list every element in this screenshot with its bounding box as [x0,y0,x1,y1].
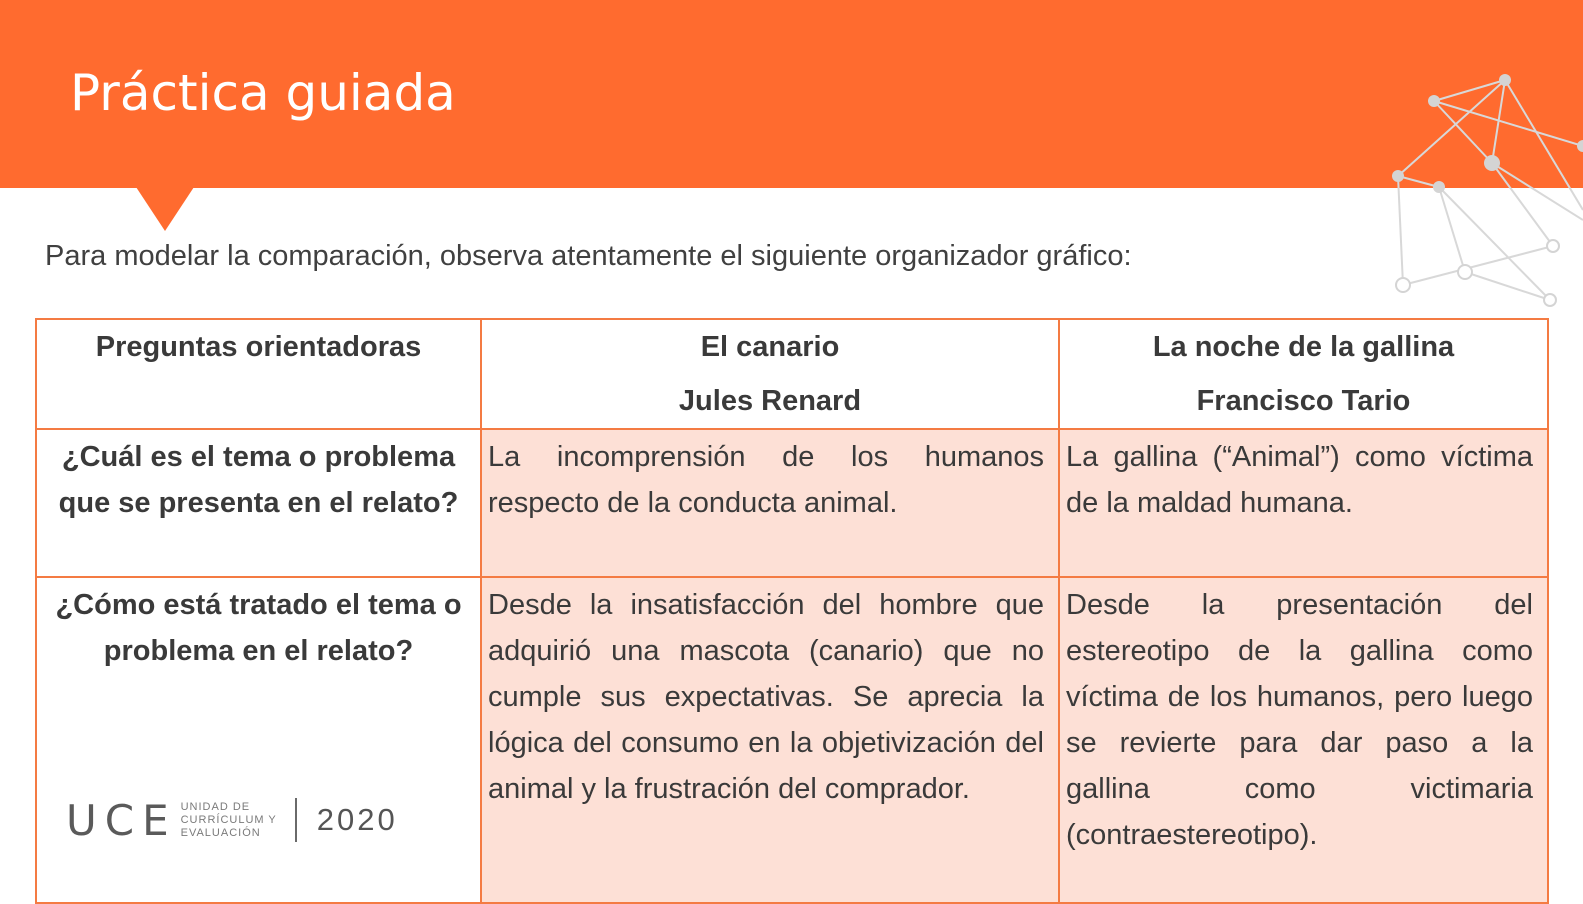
header-cell-questions [36,319,481,429]
slide-header [0,0,1583,188]
question-cell: ¿Cómo está tratado el tema o problema en el relato? [36,577,481,903]
uce-logo [66,796,398,844]
slide-title: Práctica guiada [70,64,456,122]
table-header-row [36,319,1548,429]
question-cell: ¿Cuál es el tema o problema que se presenta en el relato? [36,429,481,577]
header-gallina-author: Francisco Tario [1196,385,1411,417]
logo-year: 2020 [316,802,398,837]
logo-subtitle-line: CURRÍCULUM Y [180,813,277,826]
header-canario-author: Jules Renard [678,385,862,417]
header-cell-gallina [1059,319,1548,429]
header-questions-label: Preguntas orientadoras [95,331,422,363]
header-gallina-title: La noche de la gallina [1152,331,1455,363]
logo-subtitle-line: UNIDAD DE [180,800,251,813]
network-graph-icon [1380,70,1583,310]
header-pointer-shape [136,187,194,231]
answer-cell-gallina: Desde la presentación del estereotipo de la gallina como víctima de los humanos, pero luego se revierte para dar paso a la gallina como victimaria (contraestereotipo). [1059,577,1548,903]
header-canario-title: El canario [700,331,840,363]
table-row [36,577,1548,903]
header-cell-canario [481,319,1059,429]
intro-text: Para modelar la comparación, observa atentamente el siguiente organizador gráfico: [45,240,1132,272]
answer-cell-canario: Desde la insatisfacción del hombre que adquirió una mascota (canario) que no cumple sus expectativas. Se aprecia la lógica del consumo en la objetivización del animal y la frustración del comprador. [481,577,1059,903]
uce-logo-subtitle [181,801,277,840]
answer-cell-gallina: La gallina (“Animal”) como víctima de la maldad humana. [1059,429,1548,577]
logo-subtitle-line: EVALUACIÓN [180,826,261,839]
table-row [36,429,1548,577]
uce-logo-mark: UCE [66,795,177,845]
answer-cell-canario: La incomprensión de los humanos respecto de la conducta animal. [481,429,1059,577]
logo-divider [295,798,297,842]
